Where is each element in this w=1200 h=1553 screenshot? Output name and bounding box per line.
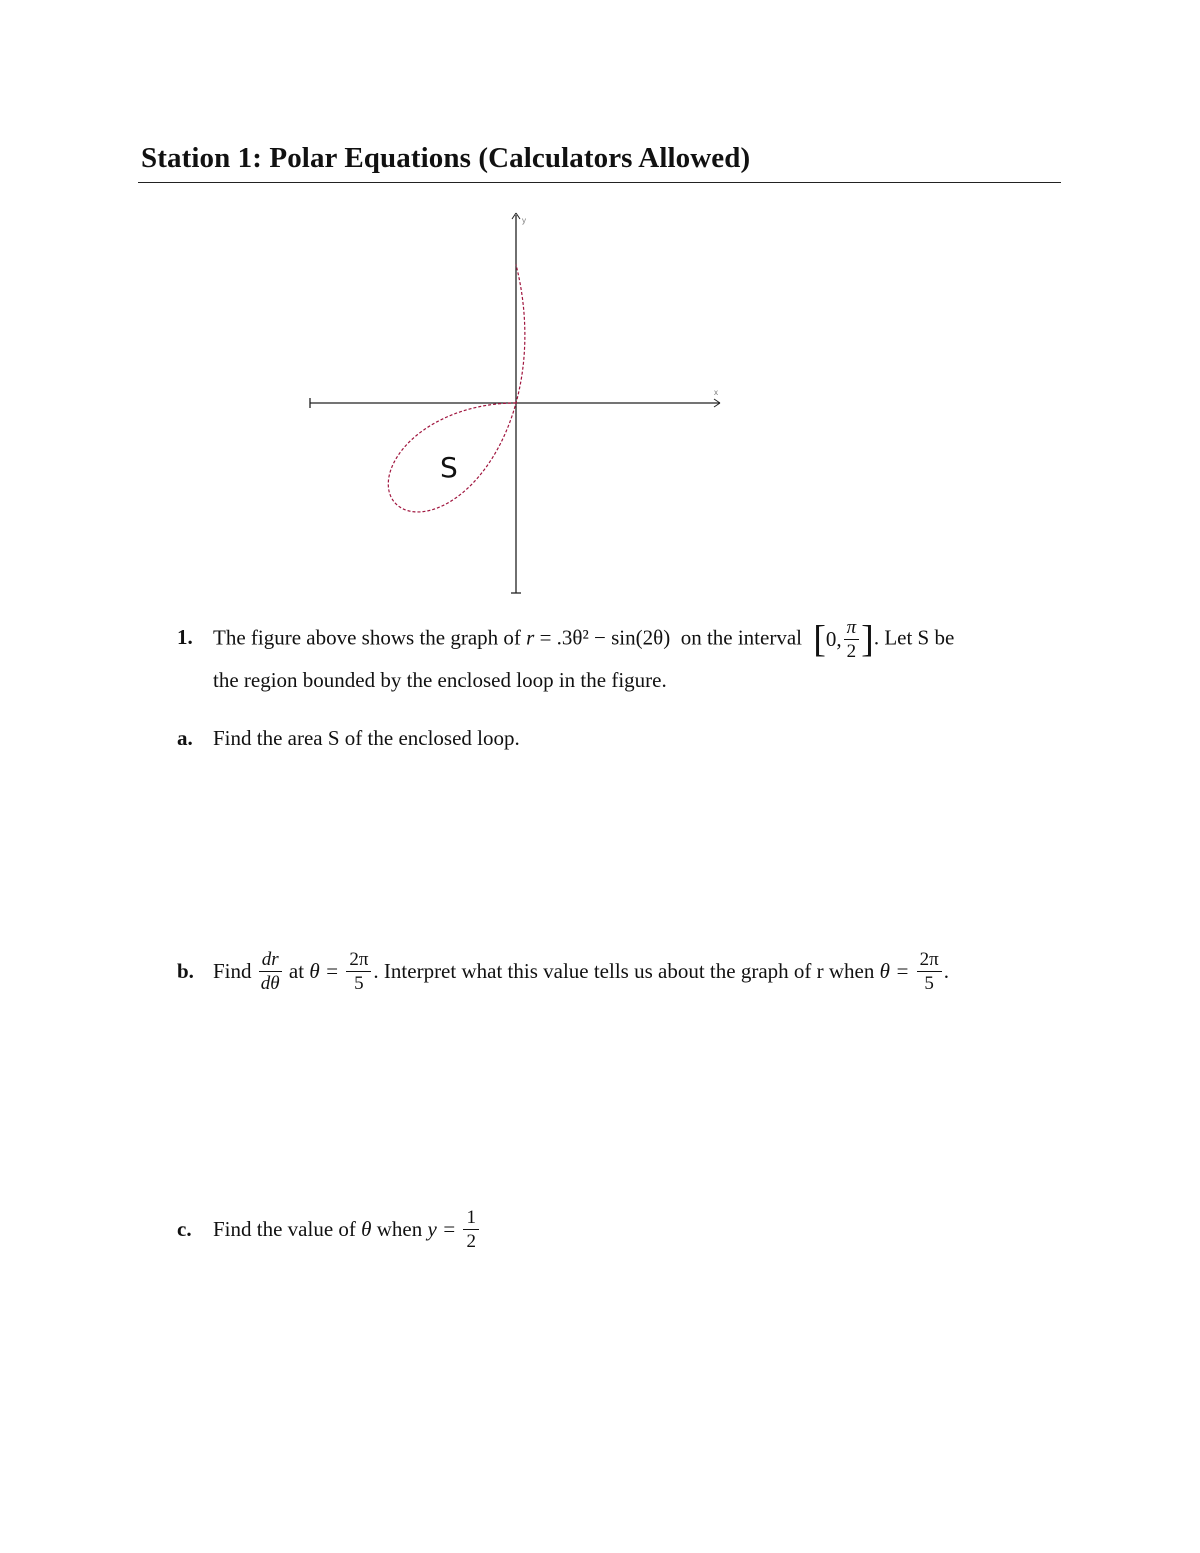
interval-fraction xyxy=(844,618,860,661)
d-den: dθ xyxy=(260,973,280,994)
qb-theta-eq2: θ = xyxy=(879,959,910,983)
question-a xyxy=(177,728,520,749)
interval-start: 0, xyxy=(825,627,842,651)
val-den: 5 xyxy=(354,973,364,994)
val-num2: 2π xyxy=(917,950,942,972)
qb-text: . Interpret what this value tells us about the graph of r when xyxy=(373,959,875,983)
y-num: 1 xyxy=(463,1208,479,1230)
interval-num: π xyxy=(844,618,860,640)
interval: [0, $\frac{\pi}{2}$ ] xyxy=(813,617,874,662)
y-axis-label: y xyxy=(522,216,526,225)
qb-theta-eq: θ = xyxy=(309,959,340,983)
q1-text2: on the interval xyxy=(680,625,802,650)
qb-find: Find xyxy=(213,959,252,983)
qb-end: . xyxy=(943,959,949,983)
y-value-fraction xyxy=(463,1208,479,1251)
qb-label: b. xyxy=(177,959,194,983)
q1-eq-rest: = .3θ² − sin(2θ) xyxy=(539,625,671,650)
qc-label: c. xyxy=(177,1217,192,1241)
q1-text1: The figure above shows the graph of xyxy=(213,625,521,650)
page-title: Station 1: Polar Equations (Calculators Allowed) xyxy=(141,142,751,174)
d-num: dr xyxy=(259,950,282,972)
q1-text4: the region bounded by the enclosed loop in the figure. xyxy=(213,668,667,692)
q1-text3: . Let S be xyxy=(873,625,955,650)
y-den: 2 xyxy=(466,1231,476,1252)
q1-eq-r: r xyxy=(526,625,535,650)
val-num: 2π xyxy=(346,950,371,972)
qc-text: Find the value of xyxy=(213,1217,356,1241)
qa-text: Find the area S of the enclosed loop. xyxy=(213,726,520,750)
question-c xyxy=(177,1208,481,1251)
interval-den: 2 xyxy=(846,641,857,662)
region-label: S xyxy=(440,451,458,484)
val-den2: 5 xyxy=(924,973,934,994)
title-rule xyxy=(138,182,1061,183)
question-b xyxy=(177,950,949,993)
x-axis-label: x xyxy=(714,388,718,397)
qc-y-eq: y = xyxy=(427,1217,457,1241)
qc-when: when xyxy=(376,1217,423,1241)
derivative-fraction xyxy=(259,950,282,993)
question-number: 1. xyxy=(177,625,193,650)
theta-value-fraction xyxy=(346,950,371,993)
question-1-line1 xyxy=(177,618,954,661)
qb-at: at xyxy=(288,959,305,983)
polar-graph xyxy=(300,205,730,600)
qa-label: a. xyxy=(177,726,193,750)
qc-theta: θ xyxy=(361,1217,372,1241)
theta-value-fraction-2 xyxy=(917,950,942,993)
